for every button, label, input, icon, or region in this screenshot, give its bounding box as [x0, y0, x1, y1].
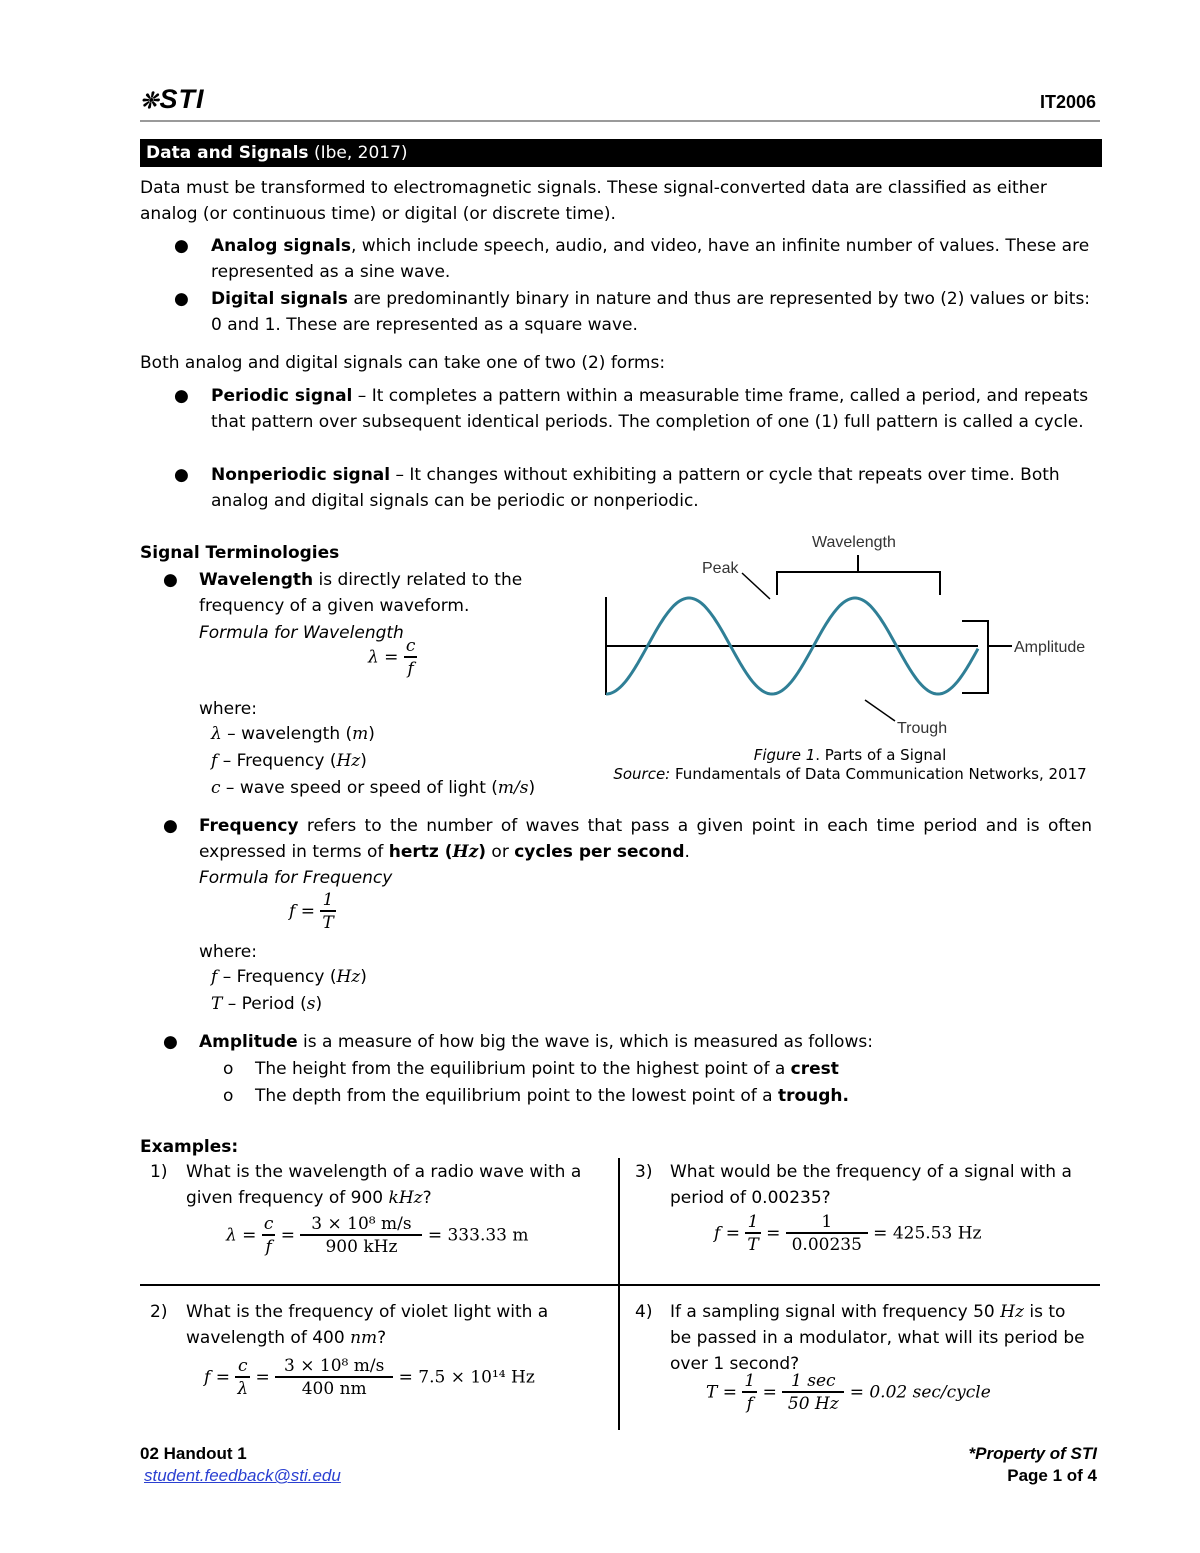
fraction-denominator: f — [262, 1234, 276, 1258]
def-unit: m — [352, 724, 369, 744]
fraction-numerator: 1 — [744, 1371, 756, 1391]
def-symbol: λ — [211, 724, 222, 744]
example-solution — [706, 1371, 991, 1415]
logo-text: STI — [159, 84, 205, 114]
sub-bold: crest — [790, 1059, 839, 1079]
list-item — [223, 1083, 849, 1109]
fraction-denominator: f — [742, 1391, 757, 1415]
solution-fraction-1 — [745, 1212, 760, 1256]
hertz-label: hertz ( — [388, 842, 453, 862]
term-analog-text: , which include speech, audio, and video, have an infinite number of values. These are represented as a sine wave. — [211, 236, 1090, 282]
example-question — [186, 1159, 606, 1211]
sub-text: The height from the equilibrium point to the highest point of a — [255, 1059, 791, 1079]
examples-heading: Examples: — [140, 1137, 239, 1157]
solution-fraction-2 — [275, 1356, 393, 1400]
section-title-band — [140, 139, 1102, 167]
bullet-icon: ● — [174, 386, 189, 406]
def-unit: Hz — [336, 967, 361, 987]
term-digital-text: are predominantly binary in nature and thus are represented by two (2) values or bits: 0 and 1. These are represented as a square wave. — [211, 289, 1091, 335]
question-unit: Hz — [1000, 1302, 1024, 1322]
or-text: or — [486, 842, 515, 862]
label-wavelength: Wavelength — [812, 534, 896, 551]
term-frequency: Frequency — [199, 816, 299, 836]
solution-eq: = — [280, 1225, 296, 1246]
definition-item — [211, 991, 322, 1017]
solution-result: = 7.5 × 10¹⁴ Hz — [398, 1367, 535, 1388]
def-unit: m/s — [497, 778, 529, 798]
example-solution — [226, 1214, 529, 1258]
question-text: If a sampling signal with frequency 50 — [670, 1302, 1001, 1322]
wavelength-where: where: — [199, 699, 257, 719]
sub-bold: trough. — [777, 1086, 849, 1106]
solution-lhs: f = — [204, 1367, 230, 1388]
figure-source — [600, 765, 1100, 783]
solution-lhs: λ = — [226, 1225, 257, 1246]
wavelength-bracket — [777, 572, 940, 595]
example-question — [670, 1299, 1090, 1377]
definition-item — [211, 964, 367, 990]
fraction-denominator: f — [404, 656, 418, 680]
wavelength-formula — [368, 636, 417, 680]
term-amplitude: Amplitude — [199, 1032, 298, 1052]
def-close: ) — [360, 751, 367, 771]
peak-pointer — [742, 573, 770, 599]
fraction-numerator: 3 × 10⁸ m/s — [284, 1356, 385, 1376]
fraction-numerator: 1 — [322, 890, 334, 910]
source-text: Fundamentals of Data Communication Networks, 2017 — [670, 765, 1087, 783]
examples-table-vline — [618, 1158, 620, 1430]
formula-fraction — [320, 890, 335, 934]
question-text: What is the wavelength of a radio wave with a given frequency of 900 — [186, 1162, 582, 1208]
solution-result: = 333.33 m — [427, 1225, 529, 1246]
sub-text: The depth from the equilibrium point to the lowest point of a — [255, 1086, 778, 1106]
question-unit: nm — [350, 1328, 378, 1348]
question-end: ? — [377, 1328, 387, 1348]
hertz-close: ) — [478, 842, 487, 862]
definition-item — [211, 748, 367, 774]
fraction-denominator: 900 kHz — [300, 1234, 422, 1258]
question-end: ? — [422, 1188, 432, 1208]
trough-pointer — [865, 700, 895, 721]
example-number: 4) — [635, 1302, 653, 1322]
footer-handout: 02 Handout 1 — [140, 1444, 247, 1463]
formula-lhs: λ = — [368, 647, 399, 668]
caption-figure-number: Figure 1 — [753, 746, 816, 764]
terminologies-heading: Signal Terminologies — [140, 543, 340, 563]
def-close: ) — [315, 994, 323, 1014]
example-number: 1) — [150, 1162, 168, 1182]
def-close: ) — [368, 724, 375, 744]
fraction-denominator: 0.00235 — [786, 1232, 868, 1256]
def-symbol: T — [211, 994, 223, 1014]
list-item — [163, 567, 539, 619]
solution-eq: = — [255, 1367, 270, 1388]
fraction-numerator: 3 × 10⁸ m/s — [311, 1214, 412, 1234]
bullet-icon: ● — [163, 1032, 178, 1052]
cycles-label: cycles per second — [514, 842, 685, 862]
footer-email-link[interactable]: student.feedback@sti.edu — [144, 1466, 341, 1485]
term-digital: Digital signals — [211, 289, 348, 309]
def-text: – Frequency ( — [217, 751, 337, 771]
def-unit: Hz — [336, 751, 361, 771]
fraction-numerator: c — [237, 1356, 248, 1376]
section-title: Data and Signals — [146, 143, 309, 163]
fraction-numerator: 1 — [747, 1212, 759, 1232]
def-text: – Period ( — [222, 994, 307, 1014]
frequency-formula-label: Formula for Frequency — [199, 868, 393, 888]
example-solution — [714, 1212, 982, 1256]
wavelength-text: is directly related to the frequency of a given waveform. — [199, 570, 523, 616]
fraction-denominator: T — [320, 910, 335, 934]
bullet-icon: ● — [163, 570, 178, 590]
fraction-denominator: λ — [235, 1376, 250, 1400]
list-item — [174, 383, 1096, 435]
frequency-text: refers to the number of waves that pass a given point in each time period and is often expressed in terms of — [199, 816, 1092, 862]
fraction-denominator: 50 Hz — [782, 1391, 844, 1415]
figure-caption — [600, 746, 1100, 764]
solution-fraction-1 — [742, 1371, 757, 1415]
label-amplitude: Amplitude — [1014, 639, 1086, 656]
fraction-numerator: c — [263, 1214, 274, 1234]
bullet-icon: ● — [174, 289, 189, 309]
def-unit: s — [306, 994, 316, 1014]
term-periodic: Periodic signal — [211, 386, 353, 406]
list-item — [174, 233, 1096, 285]
def-close: ) — [528, 778, 536, 798]
solution-fraction-2 — [786, 1212, 868, 1256]
list-item — [174, 286, 1096, 338]
signal-figure — [590, 525, 1100, 740]
example-solution — [204, 1356, 535, 1400]
def-symbol: f — [211, 751, 218, 771]
solution-lhs: T = — [706, 1382, 737, 1403]
forms-intro: Both analog and digital signals can take one of two (2) forms: — [140, 353, 666, 373]
list-item — [223, 1056, 839, 1082]
frequency-formula — [289, 890, 336, 934]
period-dot: . — [684, 842, 690, 862]
term-nonperiodic: Nonperiodic signal — [211, 465, 391, 485]
solution-eq: = — [766, 1223, 781, 1244]
list-item — [174, 462, 1096, 514]
fraction-denominator: T — [745, 1232, 760, 1256]
question-unit: kHz — [388, 1188, 423, 1208]
term-periodic-text: – It completes a pattern within a measurable time frame, called a period, and repeats that pattern over subsequent identical periods. The completion of one (1) full pattern is called a cycle. — [211, 386, 1089, 432]
solution-eq: = — [762, 1382, 777, 1403]
header-rule — [140, 120, 1100, 122]
def-text: – Frequency ( — [217, 967, 337, 987]
def-text: – wave speed or speed of light ( — [220, 778, 498, 798]
term-nonperiodic-text: – It changes without exhibiting a pattern or cycle that repeats over time. Both analog and digital signals can be periodic or nonperiodic. — [211, 465, 1060, 511]
example-number: 2) — [150, 1302, 168, 1322]
question-text: What would be the frequency of a signal with a period of 0.00235? — [670, 1162, 1072, 1208]
solution-result: = 0.02 sec/cycle — [849, 1382, 991, 1403]
examples-table-hline — [140, 1284, 1100, 1286]
caption-title: . Parts of a Signal — [815, 746, 947, 764]
label-peak: Peak — [702, 560, 739, 577]
question-text: What is the frequency of violet light with a wavelength of 400 — [186, 1302, 549, 1348]
def-close: ) — [360, 967, 367, 987]
def-symbol: f — [211, 967, 218, 987]
list-item — [163, 813, 1092, 865]
example-question — [670, 1159, 1090, 1211]
source-label: Source: — [613, 765, 671, 783]
definition-item — [211, 775, 535, 801]
section-citation: (Ibe, 2017) — [313, 143, 408, 163]
bullet-icon: ● — [163, 816, 178, 836]
frequency-where: where: — [199, 942, 257, 962]
example-question — [186, 1299, 606, 1351]
amplitude-text: is a measure of how big the wave is, which is measured as follows: — [297, 1032, 873, 1052]
solution-result: = 425.53 Hz — [873, 1223, 982, 1244]
def-symbol: c — [211, 778, 221, 798]
sti-logo-mark-icon: ❊ — [140, 88, 160, 113]
solution-fraction-2 — [782, 1371, 844, 1415]
list-item — [163, 1029, 1092, 1055]
example-number: 3) — [635, 1162, 653, 1182]
solution-fraction-1 — [262, 1214, 276, 1258]
fraction-numerator: c — [405, 636, 416, 656]
def-text: – wavelength ( — [221, 724, 353, 744]
fraction-numerator: 1 sec — [791, 1371, 836, 1391]
hertz-unit: Hz — [452, 842, 479, 862]
sub-bullet-icon: o — [223, 1059, 234, 1079]
bullet-icon: ● — [174, 236, 189, 256]
course-code: IT2006 — [1039, 92, 1096, 112]
bullet-icon: ● — [174, 465, 189, 485]
footer-page-number: Page 1 of 4 — [1007, 1466, 1097, 1485]
formula-fraction — [404, 636, 418, 680]
formula-lhs: f = — [289, 901, 315, 922]
solution-fraction-2 — [300, 1214, 422, 1258]
solution-lhs: f = — [714, 1223, 740, 1244]
sub-bullet-icon: o — [223, 1086, 234, 1106]
definition-item — [211, 721, 375, 747]
question-end: is to be passed in a modulator, what will its period be over 1 second? — [670, 1302, 1085, 1374]
label-trough: Trough — [897, 720, 948, 737]
footer-email-wrap — [144, 1466, 341, 1486]
fraction-denominator: 400 nm — [275, 1376, 393, 1400]
footer-property: *Property of STI — [968, 1444, 1097, 1463]
solution-fraction-1 — [235, 1356, 250, 1400]
fraction-numerator: 1 — [821, 1212, 833, 1232]
term-analog: Analog signals — [211, 236, 351, 256]
sti-logo — [140, 84, 204, 115]
intro-paragraph: Data must be transformed to electromagnetic signals. These signal-converted data are classified as either analog (or continuous time) or digital (or discrete time). — [140, 178, 1047, 224]
wavelength-formula-label: Formula for Wavelength — [199, 623, 404, 643]
term-wavelength: Wavelength — [199, 570, 314, 590]
